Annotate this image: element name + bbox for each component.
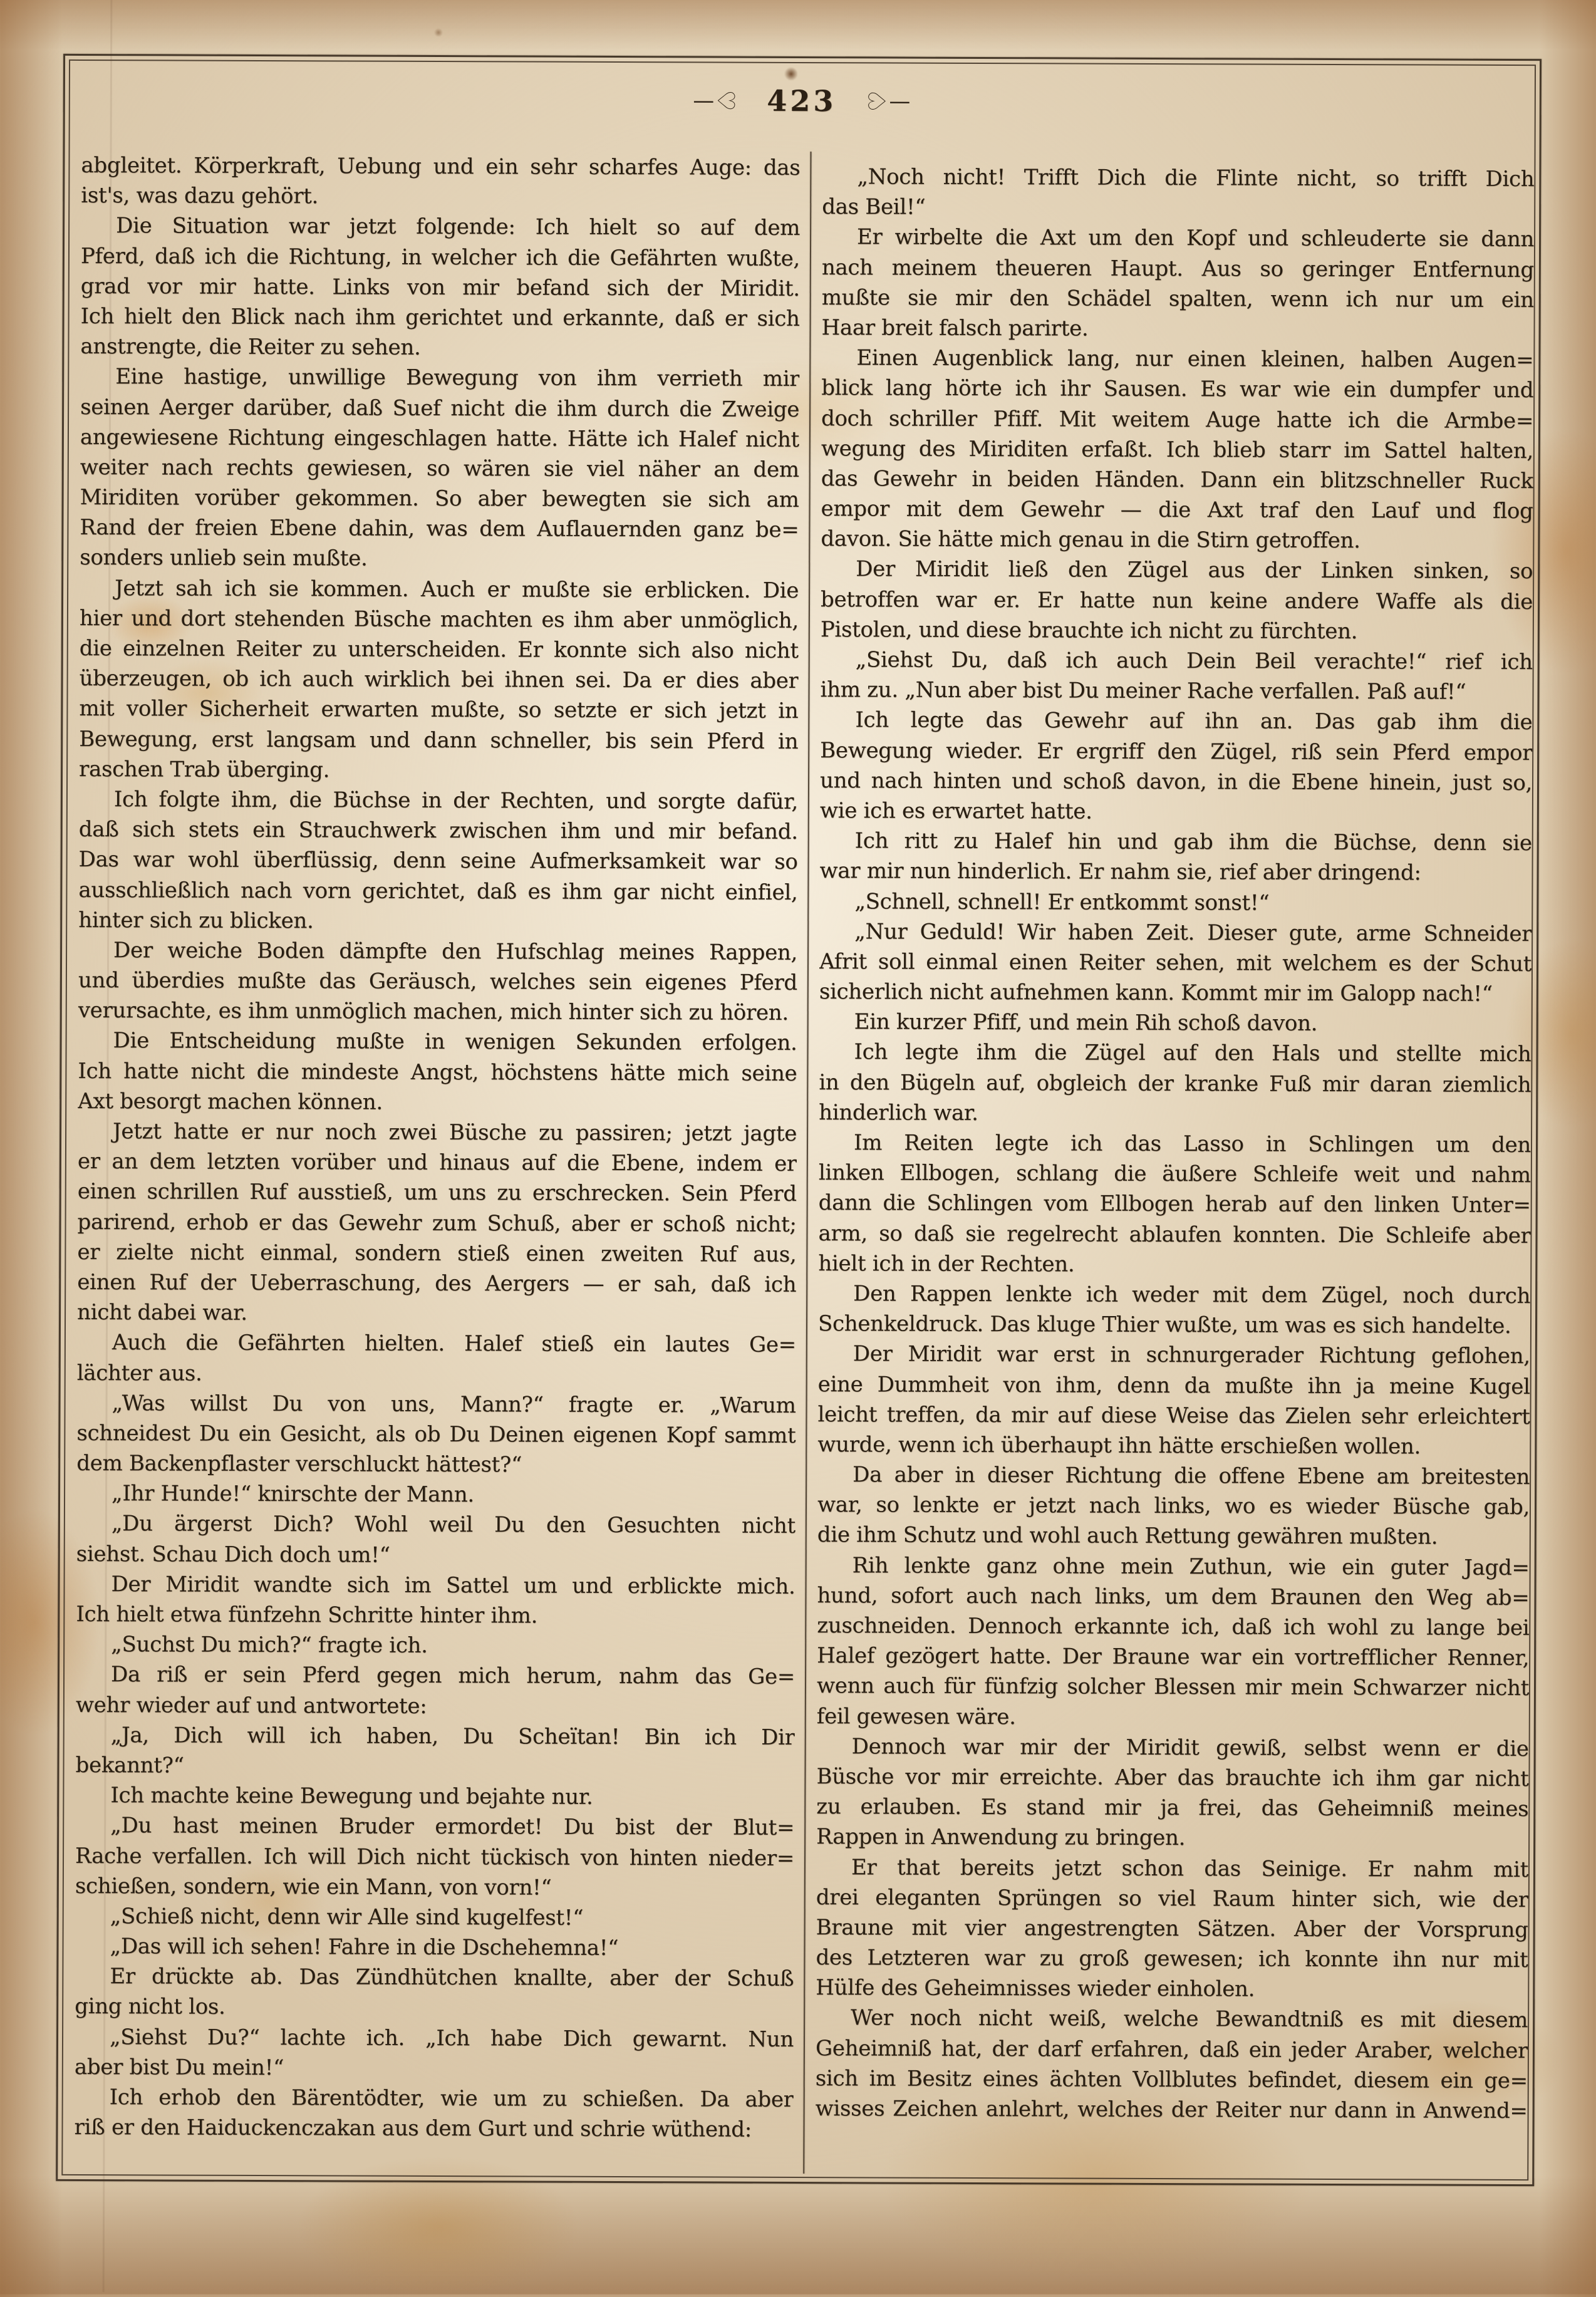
text-line: wurde, wenn ich überhaupt ihn hätte erschießen wollen. — [817, 1431, 1421, 1460]
text-line: weiter nach rechts gewiesen, so wären sie viel näher an dem — [80, 454, 799, 482]
text-line: Pferd, daß ich die Richtung, in welcher ich die Gefährten wußte, — [80, 243, 801, 271]
text-line: Ich erhob den Bärentödter, wie um zu schießen. Da aber — [109, 2085, 794, 2112]
text-line: wehr wieder auf und antwortete: — [75, 1692, 427, 1719]
ornament-right: ♡— — [863, 88, 911, 114]
text-line: Er that bereits jetzt schon das Seinige. Er nahm mit — [851, 1854, 1529, 1882]
text-line: angewiesene Richtung eingeschlagen hatte. Hätte ich Halef nicht — [80, 424, 800, 452]
text-line: Der Miridit ließ den Zügel aus der Linken sinken, so — [856, 556, 1533, 584]
text-line: seinen Aerger darüber, daß Suef nicht die ihm durch die Zweige — [80, 394, 800, 422]
text-line: hielt ich in der Rechten. — [818, 1250, 1075, 1277]
text-line: Im Reiten legte ich das Lasso in Schlingen um den — [853, 1130, 1531, 1158]
text-line: Jetzt sah ich sie kommen. Auch er mußte sie erblicken. Die — [115, 575, 799, 603]
text-line: schneidest Du ein Gesicht, als ob Du Deinen eigenen Kopf sammt — [76, 1420, 796, 1448]
text-line: Ich ritt zu Halef hin und gab ihm die Büchse, denn sie — [854, 828, 1532, 856]
text-line: Schenkeldruck. Das kluge Thier wußte, um was es sich handelte. — [817, 1311, 1511, 1339]
text-line: Halef gezögert hatte. Der Braune war ein vortrefflicher Renner, — [817, 1643, 1530, 1671]
text-line: „Das will ich sehen! Fahre in die Dschehemna!“ — [110, 1934, 619, 1961]
text-line: leicht treffen, da mir auf diese Weise das Zielen sehr erleichtert — [817, 1401, 1530, 1429]
text-line: parirend, erhob er das Gewehr zum Schuß, aber er schoß nicht; — [77, 1209, 797, 1237]
text-line: „Du hast meinen Bruder ermordet! Du bist der Blut= — [110, 1813, 795, 1841]
text-line: Ich hatte nicht die mindeste Angst, höchstens hätte mich seine — [78, 1058, 797, 1086]
text-line: blick lang hörte ich ihr Sausen. Es war wie ein dumpfer und — [821, 375, 1534, 403]
text-line: bekannt?“ — [75, 1752, 184, 1778]
text-line: er an dem letzten vorüber und hinaus auf die Ebene, indem er — [77, 1149, 797, 1177]
text-line: mit voller Sicherheit erwarten mußte, so setzte er sich jetzt in — [79, 696, 799, 724]
text-line: grad vor mir hatte. Links von mir befand sich der Miridit. — [80, 273, 800, 301]
text-line: wegung des Miriditen erfaßt. Ich blieb starr im Sattel halten, — [821, 435, 1533, 464]
text-line: „Siehst Du?“ lachte ich. „Ich habe Dich gewarnt. Nun — [109, 2024, 794, 2052]
text-line: hinter sich zu blicken. — [78, 907, 314, 933]
text-line: zuschneiden. Dennoch erkannte ich, daß ich wohl zu lange bei — [817, 1613, 1530, 1641]
text-line: sicherlich nicht aufnehmen kann. Kommt mir im Galopp nach!“ — [819, 979, 1493, 1007]
text-line: sich im Besitz eines ächten Vollblutes befindet, diesem ein ge= — [815, 2065, 1528, 2093]
text-line: Er drückte ab. Das Zündhütchen knallte, aber der Schuß — [110, 1964, 794, 1992]
text-line: wie ich es erwartet hatte. — [819, 798, 1092, 824]
text-line: Rih lenkte ganz ohne mein Zuthun, wie ein guter Jagd= — [852, 1552, 1530, 1580]
text-line: wisses Zeichen anlehrt, welches der Reiter nur dann in Anwend= — [815, 2096, 1528, 2124]
text-line: ist's, was dazu gehört. — [81, 183, 319, 209]
text-line: die einzelnen Reiter zu unterscheiden. Er konnte sich also nicht — [79, 635, 799, 663]
text-line: „Schnell, schnell! Er entkommt sonst!“ — [854, 888, 1270, 916]
text-line: das Gewehr in beiden Händen. Dann ein blitzschneller Ruck — [821, 465, 1533, 494]
page-header — [4, 81, 1596, 121]
text-line: wenn auch für fünfzig solcher Blessen mir mein Schwarzer nicht — [816, 1673, 1530, 1701]
text-line: „Noch nicht! Trifft Dich die Flinte nicht, so trifft Dich — [857, 164, 1535, 192]
text-line: Rand der freien Ebene dahin, was dem Auflauernden ganz be= — [80, 515, 799, 543]
text-line: Da aber in dieser Richtung die offene Ebene am breitesten — [852, 1462, 1530, 1490]
text-line: eine Dummheit von ihm, denn da mußte ihn ja meine Kugel — [817, 1371, 1530, 1399]
text-line: siehst. Schau Dich doch um!“ — [76, 1541, 390, 1568]
text-line: arm, so daß sie regelrecht ablaufen konnten. Die Schleife aber — [818, 1220, 1531, 1248]
text-line: dem Backenpflaster verschluckt hättest?“ — [76, 1451, 522, 1478]
text-line: davon. Sie hätte mich genau in die Stirn getroffen. — [821, 526, 1360, 554]
text-line: Hülfe des Geheimnisses wieder einholen. — [816, 1975, 1255, 2002]
text-line: zu erlauben. Es stand mir ja frei, das Geheimniß meines — [816, 1794, 1529, 1822]
text-line: Afrit soll einmal einen Reiter sehen, mit welchem es der Schut — [819, 948, 1532, 977]
text-line: Die Situation war jetzt folgende: Ich hielt so auf dem — [116, 213, 801, 241]
text-line: aber bist Du mein!“ — [74, 2054, 284, 2080]
text-line: ausschließlich nach vorn gerichtet, daß es ihm gar nicht einfiel, — [78, 877, 798, 905]
text-line: daß sich stets ein Strauchwerk zwischen ihm und mir befand. — [78, 817, 798, 845]
text-line: Bewegung wieder. Er ergriff den Zügel, riß sein Pferd empor — [820, 737, 1533, 765]
text-line: Haar breit falsch parirte. — [821, 315, 1089, 341]
text-line: Axt besorgt machen können. — [78, 1088, 383, 1115]
text-line: raschen Trab überging. — [79, 756, 330, 783]
text-line: war, so lenkte er jetzt nach links, wo es wieder Büsche gab, — [817, 1492, 1530, 1520]
text-line: Geheimniß hat, der darf erfahren, daß ein jeder Araber, welcher — [815, 2035, 1528, 2063]
text-line: Die Entscheidung mußte in wenigen Sekunden erfolgen. — [113, 1028, 797, 1056]
text-line: das Beil!“ — [822, 194, 926, 220]
text-line: „Nur Geduld! Wir haben Zeit. Dieser gute, arme Schneider — [854, 919, 1532, 946]
text-line: Ich hielt den Blick nach ihm gerichtet und erkannte, daß er sich — [80, 303, 800, 331]
text-line: abgleitet. Körperkraft, Uebung und ein sehr scharfes Auge: das — [81, 152, 801, 181]
text-line: Ich machte keine Bewegung und bejahte nur. — [110, 1783, 593, 1810]
text-line: Bewegung, erst langsam und dann schneller, bis sein Pferd in — [79, 726, 799, 754]
text-line: er zielte nicht einmal, sondern stieß einen zweiten Ruf aus, — [77, 1239, 797, 1267]
text-line: „Ja, Dich will ich haben, Du Scheïtan! Bin ich Dir — [110, 1722, 795, 1750]
heart-flourish-icon: ♡ — [712, 90, 740, 111]
text-line: Ich legte das Gewehr auf ihn an. Das gab ihm die — [855, 707, 1533, 735]
text-line: Ein kurzer Pfiff, und mein Rih schoß davon. — [854, 1009, 1318, 1037]
text-line: Der Miridit war erst in schnurgerader Richtung geflohen, — [852, 1341, 1530, 1369]
text-line: sonders unlieb sein mußte. — [80, 545, 368, 572]
text-line: die ihm Schutz und wohl auch Rettung gewähren mußten. — [817, 1522, 1438, 1550]
text-line: Ich folgte ihm, die Büchse in der Rechten, und sorgte dafür, — [113, 787, 798, 814]
text-line: Er wirbelte die Axt um den Kopf und schleuderte sie dann — [857, 224, 1535, 252]
text-line: Das war wohl überflüssig, denn seine Aufmerksamkeit war so — [78, 847, 798, 875]
text-line: Eine hastige, unwillige Bewegung von ihm verrieth mir — [115, 364, 800, 392]
text-line: und überdies mußte das Geräusch, welches sein eigenes Pferd — [78, 968, 797, 996]
text-line: feil gewesen wäre. — [816, 1703, 1016, 1729]
text-line: ging nicht los. — [75, 1994, 225, 2020]
page-number: 423 — [767, 83, 837, 118]
text-line: und nach hinten und schoß davon, in die Ebene hinein, just so, — [819, 767, 1533, 796]
text-line: „Was willst Du von uns, Mann?“ fragte er. „Warum — [111, 1390, 796, 1418]
text-line: Ich hielt etwa fünfzehn Schritte hinter ihm. — [76, 1601, 538, 1629]
text-line: „Suchst Du mich?“ fragte ich. — [111, 1632, 428, 1659]
text-column-right — [816, 162, 1535, 2126]
text-line: Der weiche Boden dämpfte den Hufschlag meines Rappen, — [113, 938, 798, 965]
text-line: verursachte, es ihm unmöglich machen, mich hinter sich zu hören. — [78, 998, 789, 1026]
text-line: betroffen war er. Er hatte nun keine andere Waffe als die — [820, 586, 1533, 614]
text-line: hund, sofort auch nach links, um dem Braunen den Weg ab= — [817, 1582, 1530, 1610]
text-line: einen schrillen Ruf ausstieß, um uns zu erschrecken. Sein Pferd — [77, 1179, 797, 1207]
text-line: linken Ellbogen, schlang die äußere Schleife weit und nahm — [818, 1160, 1531, 1188]
text-line: nicht dabei war. — [77, 1300, 247, 1326]
text-line: Auch die Gefährten hielten. Halef stieß ein lautes Ge= — [111, 1330, 796, 1358]
text-line: Braune mit vier angestrengten Sätzen. Aber der Vorsprung — [816, 1914, 1528, 1942]
text-line: „Du ärgerst Dich? Wohl weil Du den Gesuchten nicht — [111, 1511, 795, 1539]
text-line: Ich legte ihm die Zügel auf den Hals und stellte mich — [854, 1039, 1531, 1067]
text-line: Den Rappen lenkte ich weder mit dem Zügel, noch durch — [853, 1281, 1531, 1309]
text-line: riß er den Haiduckenczakan aus dem Gurt und schrie wüthend: — [74, 2115, 752, 2142]
text-line: Pistolen, und diese brauchte ich nicht zu fürchten. — [820, 616, 1358, 644]
text-line: Büsche vor mir erreichte. Aber das brauchte ich ihm gar nicht — [816, 1764, 1529, 1792]
text-line: einen Ruf der Ueberraschung, des Aergers — er sah, daß ich — [77, 1269, 797, 1297]
heart-flourish-icon: ♡ — [863, 90, 891, 112]
text-line: Miriditen vorüber gekommen. So aber bewegten sie sich am — [80, 485, 799, 513]
text-line: schießen, sondern, wie ein Mann, von vorn!“ — [75, 1873, 552, 1900]
text-line: überzeugen, ob ich auch wirklich bei ihnen sei. Da er dies aber — [79, 666, 799, 694]
text-line: doch schriller Pfiff. Mit weitem Auge hatte ich die Armbe= — [821, 405, 1534, 433]
text-line: Jetzt hatte er nur noch zwei Büsche zu passiren; jetzt jagte — [113, 1119, 797, 1146]
text-line: mußte sie mir den Schädel spalten, wenn ich nur um ein — [821, 284, 1534, 313]
text-line: hier und dort stehenden Büsche machten es ihm aber unmöglich, — [79, 605, 799, 633]
text-column-left — [74, 150, 800, 2145]
text-line: nach meinem theueren Haupt. Aus so geringer Entfernung — [821, 254, 1534, 283]
text-line: dann die Schlingen vom Ellbogen herab auf den linken Unter= — [818, 1190, 1531, 1218]
text-line: „Ihr Hunde!“ knirschte der Mann. — [111, 1481, 474, 1508]
text-line: Da riß er sein Pferd gegen mich herum, nahm das Ge= — [110, 1662, 795, 1690]
text-line: „Schieß nicht, denn wir Alle sind kugelfest!“ — [110, 1904, 584, 1931]
text-line: ihm zu. „Nun aber bist Du meiner Rache verfallen. Paß auf!“ — [820, 677, 1466, 705]
text-line: „Siehst Du, daß ich auch Dein Beil verachte!“ rief ich — [855, 647, 1533, 675]
text-line: Der Miridit wandte sich im Sattel um und erblickte mich. — [111, 1571, 795, 1599]
text-line: des Letzteren war zu groß gewesen; ich konnte ihn nur mit — [816, 1945, 1528, 1973]
text-line: Wer noch nicht weiß, welche Bewandtniß es mit diesem — [851, 2005, 1528, 2033]
text-line: Einen Augenblick lang, nur einen kleinen, halben Augen= — [856, 345, 1534, 373]
ornament-left: —♡ — [693, 88, 740, 113]
text-line: war mir nun hinderlich. Er nahm sie, rief aber dringend: — [819, 858, 1421, 886]
text-line: lächter aus. — [76, 1360, 202, 1386]
text-line: Rache verfallen. Ich will Dich nicht tückisch von hinten nieder= — [75, 1843, 795, 1871]
text-line: in den Bügeln auf, obgleich der kranke Fuß mir daran ziemlich — [819, 1069, 1531, 1097]
text-line: drei eleganten Sprüngen so viel Raum hinter sich, wie der — [816, 1884, 1528, 1912]
text-line: hinderlich war. — [819, 1099, 978, 1126]
text-line: anstrengte, die Reiter zu sehen. — [80, 334, 421, 361]
text-line: Dennoch war mir der Miridit gewiß, selbst wenn er die — [851, 1734, 1529, 1761]
text-line: Rappen in Anwendung zu bringen. — [816, 1824, 1186, 1851]
text-line: empor mit dem Gewehr — die Axt traf den Lauf und flog — [821, 496, 1533, 524]
